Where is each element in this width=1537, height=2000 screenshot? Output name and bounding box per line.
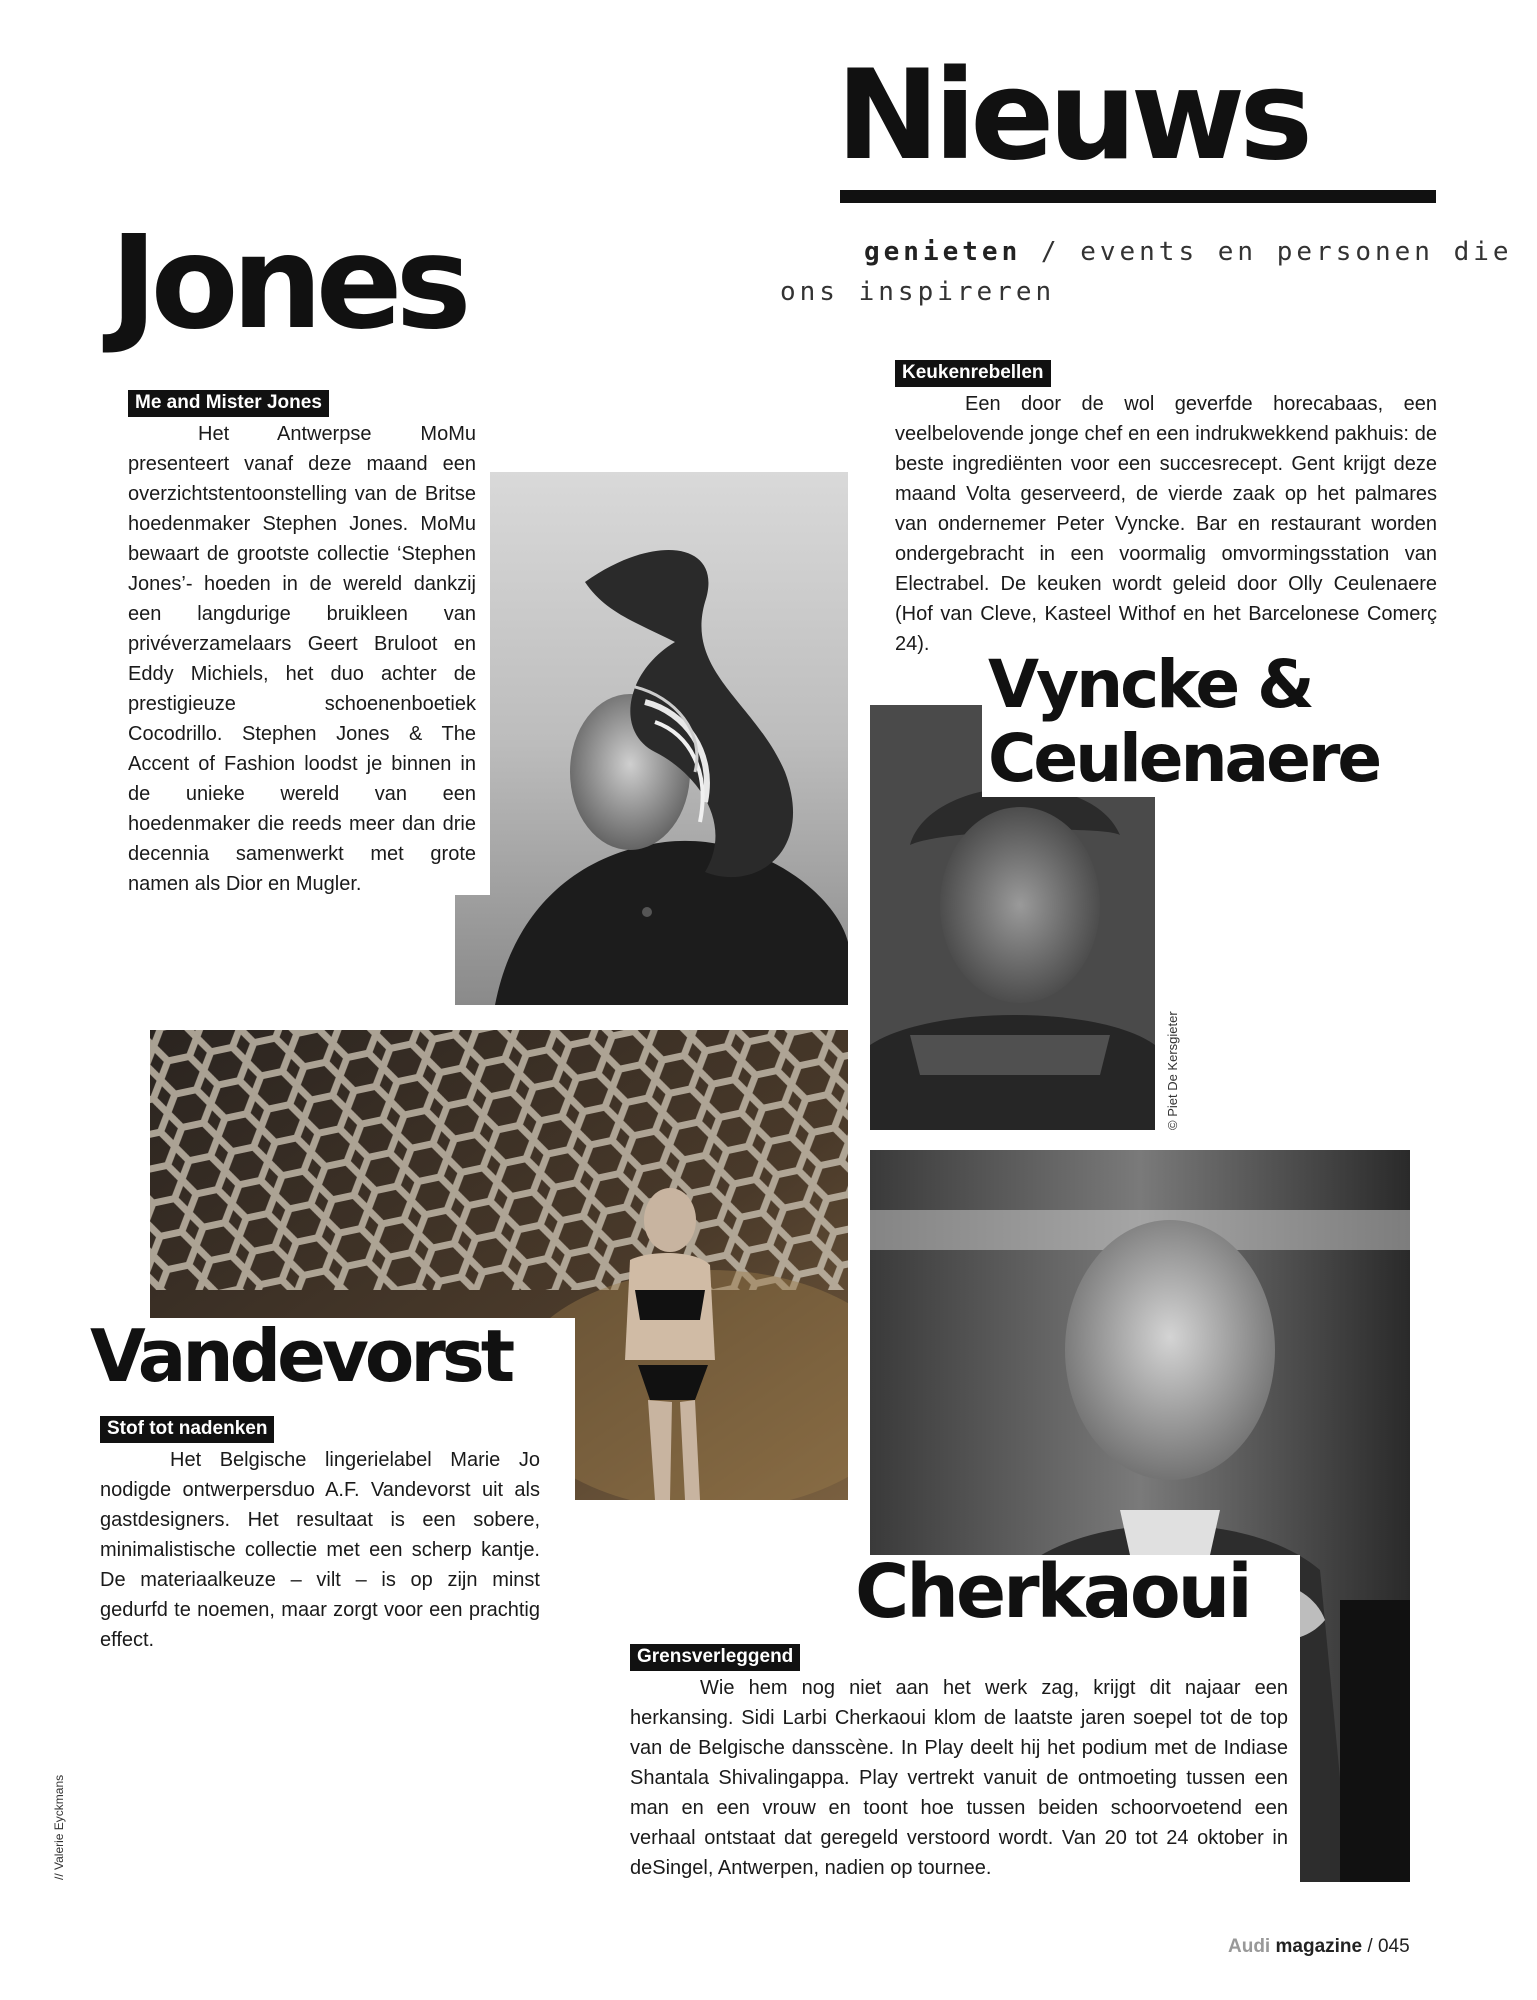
cherkaoui-headline: Cherkaoui (855, 1549, 1250, 1635)
photo-credit-vyncke: © Piet De Kersgieter (1165, 1011, 1180, 1130)
page-title: Nieuws (836, 44, 1308, 188)
jones-headline: Jones (110, 209, 465, 358)
cherkaoui-body (630, 1673, 1288, 1883)
vandevorst-body (100, 1445, 540, 1655)
vandevorst-body-text: Het Belgische lingerielabel Marie Jo nodigde ontwerpersduo A.F. Vandevorst uit als gastdesigners. Het resultaat is een sobere, minimalistische collectie met een scherp kantje. De materiaalkeuze – vilt – is op zijn minst gedurfd te noemen, maar zorgt voor een prachtig effect. (100, 1449, 540, 1651)
jones-body (128, 419, 476, 899)
jones-body-text: Het Antwerpse MoMu presenteert vanaf deze maand een overzichtstentoonstelling van de Britse hoedenmaker Stephen Jones. MoMu bewaart de grootste collectie ‘Stephen Jones’- hoeden in de wereld dankzij een langdurige bruikleen van privéverzamelaars Geert Bruloot en Eddy Michiels, het duo achter de prestigieuze schoenenboetiek Cocodrillo. Stephen Jones & The Accent of Fashion loodst je binnen in de unieke wereld van een hoedenmaker die reeds meer dan drie decennia samenwerkt met grote namen als Dior en Mugler. (128, 423, 476, 895)
vyncke-article (895, 360, 1437, 659)
cherkaoui-article (630, 1644, 1288, 1883)
vyncke-body-text: Een door de wol geverfde horecabaas, een veelbelovende jonge chef en een indrukwekkend pakhuis: de beste ingrediënten voor een succesrecept. Gent krijgt deze maand Volta geserveerd, de vierde zaak op het palmares van ondernemer Peter Vyncke. Bar en restaurant worden ondergebracht in een voormalig omvormingsstation van Electrabel. De keuken wordt geleid door Olly Ceulenaere (Hof van Cleve, Kasteel Withof en het Barcelonese Comerç 24). (895, 393, 1437, 655)
jones-article (128, 390, 476, 899)
vyncke-headline (988, 648, 1379, 796)
jones-tag: Me and Mister Jones (128, 390, 329, 417)
page-number: 045 (1377, 1936, 1410, 1957)
author-credit: // Valerie Eyckmans (52, 1774, 66, 1880)
page-footer (1228, 1936, 1410, 1958)
vyncke-headline-line2: Ceulenaere (988, 720, 1380, 797)
subtitle-line2: ons inspireren (780, 277, 1056, 307)
title-underline (840, 190, 1436, 203)
subtitle-line1: / events en personen die (1021, 237, 1513, 267)
section-name: genieten (864, 237, 1022, 267)
footer-magazine: magazine (1275, 1936, 1363, 1957)
cherkaoui-body-text: Wie hem nog niet aan het werk zag, krijgt dit najaar een herkansing. Sidi Larbi Cherkaoui klom de laatste jaren soepel tot de top van de Belgische dansscène. In Play deelt hij het podium met de Indiase Shantala Shivalingappa. Play vertrekt vanuit de ontmoeting tussen een man en een vrouw en toont hoe tussen beiden schoorvoetend een verhaal ontstaat dat geregeld verstoord wordt. Van 20 tot 24 oktober in deSingel, Antwerpen, nadien op tournee. (630, 1677, 1288, 1879)
footer-brand: Audi (1228, 1936, 1271, 1957)
vandevorst-article (100, 1416, 540, 1655)
vyncke-tag: Keukenrebellen (895, 360, 1051, 387)
jones-photo (455, 472, 848, 1005)
cherkaoui-tag: Grensverleggend (630, 1644, 800, 1671)
vyncke-headline-line1: Vyncke & (988, 646, 1312, 723)
vandevorst-headline: Vandevorst (90, 1314, 512, 1398)
vyncke-body (895, 389, 1437, 659)
vandevorst-tag: Stof tot nadenken (100, 1416, 274, 1443)
footer-separator: / (1362, 1936, 1378, 1957)
section-subtitle (780, 232, 1513, 312)
